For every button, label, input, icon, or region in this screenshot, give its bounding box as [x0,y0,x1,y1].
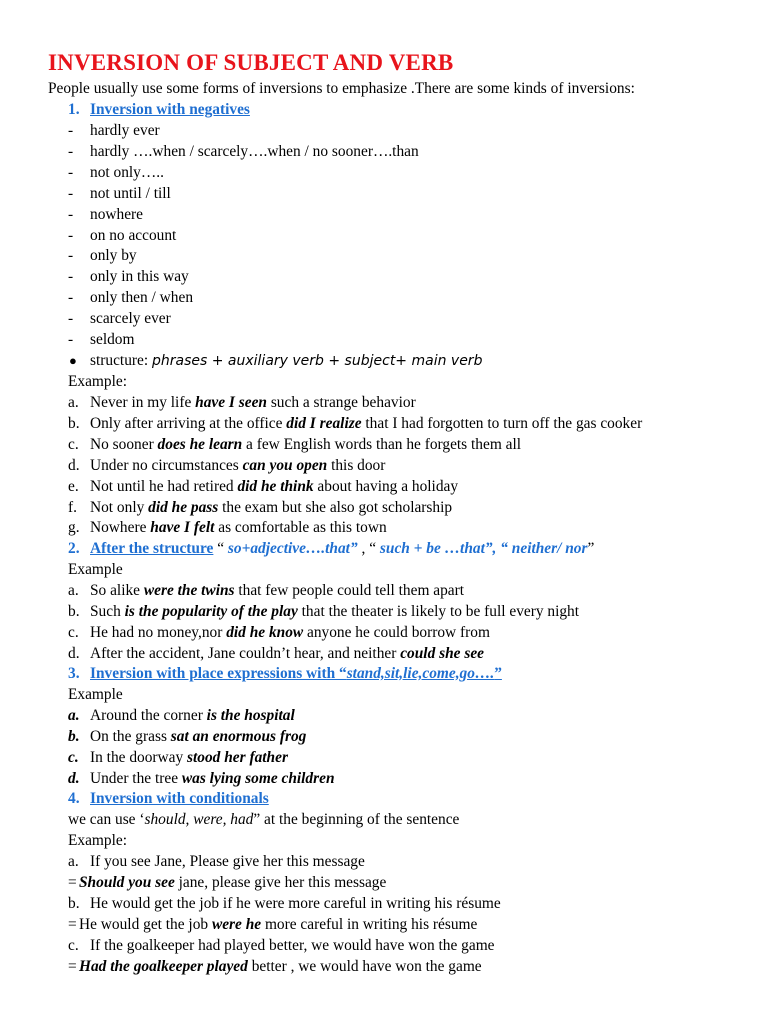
list-marker: b. [68,727,80,745]
inverted-phrase: is the popularity of the play [124,602,298,620]
example-text: Not only [90,498,149,516]
example-text-end: as comfortable as this town [214,519,387,537]
list-marker: a. [68,707,80,724]
list-item-text: seldom [90,331,135,348]
inverted-phrase: does he learn [157,435,243,453]
list-marker: c. [68,623,79,641]
example-text: Such [90,602,125,620]
section-title-close: ” [494,665,502,682]
example-text: On the grass [90,727,171,745]
list-item-text: not only….. [90,163,164,181]
section-title: Inversion with negatives [90,101,250,118]
example-text: If the goalkeeper had played better, we would have won the game [90,936,495,954]
inverted-phrase: was lying some children [181,769,335,787]
list-marker: a. [68,582,79,599]
dash-marker: - [68,289,74,307]
inverted-phrase: did I realize [286,414,362,432]
list-marker: d. [68,769,80,787]
dash-marker: - [68,268,74,286]
dash-marker: - [68,163,74,181]
inverted-phrase: Should you see [79,873,175,891]
quote-open: “ [213,540,228,557]
example-text-end: this door [327,456,386,474]
list-item-text: on no account [90,226,177,244]
list-marker: = [68,957,77,975]
list-marker: a. [68,394,79,411]
dash-marker: - [68,247,74,265]
list-marker: c. [68,748,79,766]
example-text: No sooner [90,435,158,453]
section-title: Inversion with place expressions with “ [90,665,347,682]
list-item-text: only then / when [90,289,194,307]
section-title-verbs: stand,sit,lie,come,go…. [346,665,495,682]
list-marker: a. [68,853,79,870]
list-marker: e. [68,477,79,495]
bullet-icon: ● [69,353,77,368]
example-text: Never in my life [90,394,196,411]
example-text-end: jane, please give her this message [174,873,387,891]
example-text: He would get the job if he were more careful in writing his résume [90,894,501,912]
example-text-end: that the theater is likely to be full every night [297,602,580,620]
list-marker: c. [68,936,79,954]
section-title: After the structure [90,540,214,557]
inverted-phrase: did he think [237,477,314,495]
example-text: Under no circumstances [90,456,243,474]
structure-formula: phrases + auxiliary verb + subject+ main verb [151,353,483,369]
inverted-phrase: stood her father [187,748,288,766]
inverted-phrase: is the hospital [206,707,295,724]
example-text: He had no money,nor [90,623,227,641]
example-text: He would get the job [79,915,212,933]
list-marker: d. [68,644,80,662]
example-text: Nowhere [90,519,151,537]
note-text: we can use ‘ [68,811,145,828]
section-title: Inversion with conditionals [90,790,269,807]
section-number: 3. [68,665,80,682]
inverted-phrase: could she see [400,644,484,662]
example-text-end: anyone he could borrow from [303,623,490,641]
section-number: 4. [68,790,80,807]
example-text-end: more careful in writing his résume [261,915,478,933]
dash-marker: - [68,142,74,160]
dash-marker: - [68,205,74,223]
list-item-text: hardly ….when / scarcely….when / no sooner….than [90,142,419,160]
note-text-end: ” at the beginning of the sentence [253,811,460,828]
dash-marker: - [68,184,74,202]
list-marker: f. [68,498,77,516]
example-text-end: such a strange behavior [266,394,416,411]
example-text: Under the tree [90,769,182,787]
intro-text: People usually use some forms of inversions to emphasize .There are some kinds of inversions: [48,80,635,97]
example-text: Only after arriving at the office [90,414,287,432]
list-item-text: nowhere [90,205,143,223]
section-number: 2. [68,540,80,557]
quote-close: ” [587,540,595,557]
list-marker: c. [68,435,79,453]
list-item-text: only in this way [90,268,189,286]
inverted-phrase: have I felt [150,519,215,537]
list-marker: b. [68,602,80,620]
list-item-text: hardly ever [90,122,160,139]
list-item-text: scarcely ever [90,310,171,328]
note-keywords: should, were, had [144,811,254,828]
list-item-text: only by [90,247,137,265]
example-text: After the accident, Jane couldn’t hear, and neither [90,644,401,662]
example-text-end: that I had forgotten to turn off the gas cooker [361,414,643,432]
inverted-phrase: Had the goalkeeper played [79,957,248,975]
inverted-phrase: sat an enormous frog [170,727,307,745]
list-marker: b. [68,894,80,912]
list-marker: b. [68,414,80,432]
inverted-phrase: can you open [242,456,328,474]
example-text: So alike [90,582,144,599]
dash-marker: - [68,122,74,139]
list-item-text: not until / till [90,184,171,202]
list-marker: g. [68,519,80,537]
example-text-end: that few people could tell them apart [234,582,465,599]
dash-marker: - [68,310,74,328]
inverted-phrase: did he pass [148,498,219,516]
example-text: If you see Jane, Please give her this message [90,853,365,870]
inverted-phrase: have I seen [195,394,267,411]
example-text-end: better , we would have won the game [247,957,482,975]
document-page: INVERSION OF SUBJECT AND VERB People usually use some forms of inversions to emphasize .There are some kinds of inversions: 1. Inversion with negatives - hardly ever - hardly ….when / scarcely….when / no sooner….than - not only….. - not until / till - nowhere - on no account - only by - only in this way - only then / when - scarcely ever - seldom ● structure: phrases + auxiliary verb + subject+ main verb Example: a. Never in my life have I seen such a strange behavior b. Only after arriving at the office did I realize that I had forgotten to turn off the gas cooker c. No sooner does he learn a few English words than he forgets them all d. Under no circumstances can you open this door e. Not until he had retired did he think about having a holiday f. Not only did he pass the exam but she also got scholarship g. Nowhere have I felt as comfortable as this town 2. After the structure “ so+adjective….that” , “ such + be …that”, “ neither/ nor” Example a. So alike were the twins that few people could tell them apart b. Such is the popularity of the play that the theater is likely to be full every night c. He had no money,nor did he know anyone he could borrow from d. After the accident, Jane couldn’t hear, and neither could she see 3. Inversion with place expressions with “stand,sit,lie,come,go….” Example a. Around the corner is the hospital b. On the grass sat an enormous frog c. In the doorway stood her father d. Under the tree was lying some children 4. Inversion with conditionals we can use ‘should, were, had” at the beginning of the sentence Example: a. If you see Jane, Please give her this message = Should you see jane, please give her this message b. He would get the job if he were more careful in writing his résume = He would get the job were he more careful in writing his résume c. If the goalkeeper had played better, we would have won the game = Had the goalkeeper played better , we would have won the game [48,50,643,975]
inverted-phrase: were he [211,915,262,933]
list-marker: d. [68,456,80,474]
list-marker: = [68,915,77,933]
quote-sep: , “ [357,540,380,557]
page-title: INVERSION OF SUBJECT AND VERB [48,50,454,75]
example-text: Not until he had retired [90,477,238,495]
section-number: 1. [68,101,80,118]
dash-marker: - [68,226,74,244]
structure-so: so+adjective….that” [227,540,358,557]
structure-such: such + be …that”, “ neither/ nor [379,540,588,557]
example-text-end: a few English words than he forgets them all [242,435,522,453]
example-text-end: the exam but she also got scholarship [218,498,453,516]
example-text: In the doorway [90,748,188,766]
inverted-phrase: were the twins [143,582,235,599]
inverted-phrase: did he know [226,623,304,641]
structure-label: structure: [90,352,149,369]
example-text: Around the corner [90,707,207,724]
dash-marker: - [68,331,74,348]
example-text-end: about having a holiday [313,477,459,495]
list-marker: = [68,873,77,891]
